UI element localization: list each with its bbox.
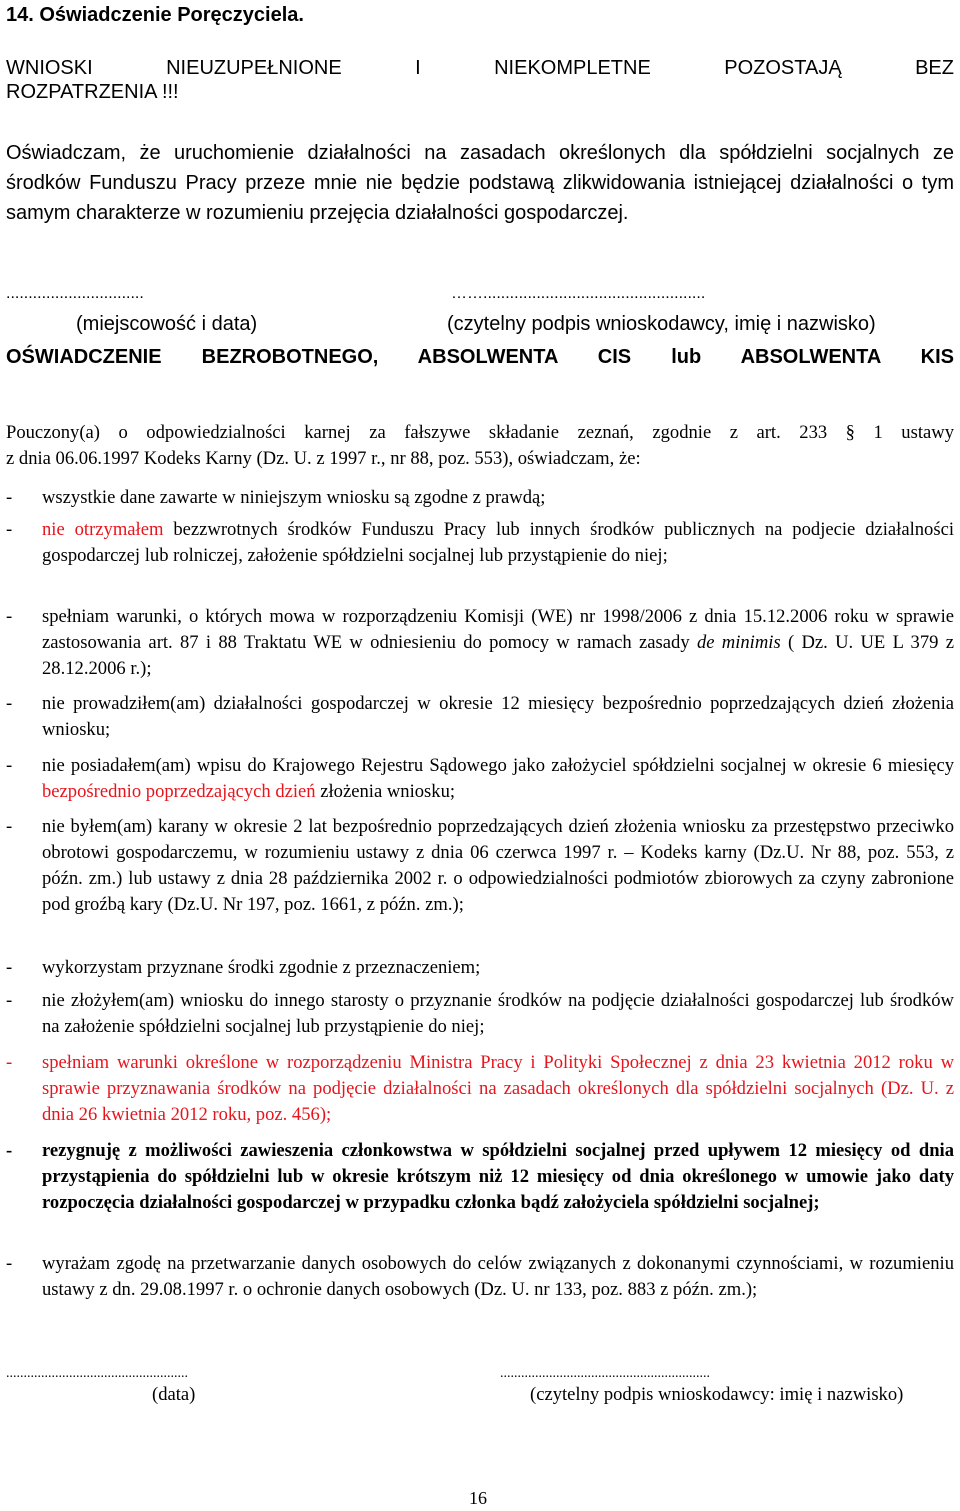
- guarantor-statement: Oświadczam, że uruchomienie działalności na zasadach określonych dla spółdzielni socjalnych ze środków Funduszu Pracy przeze mnie nie będzie podstawą zlikwidowania istniejącej działalności o tym samym charakterze w rozumieniu przejęcia działalności gospodarczej.: [6, 142, 954, 224]
- declaration-item-9: [6, 1050, 954, 1128]
- item-text-part: złożenia wniosku;: [315, 781, 456, 802]
- declaration-item-2: [6, 517, 954, 569]
- bullet-dash: -: [6, 1140, 13, 1161]
- declaration-item-text: spełniam warunki określone w rozporządzeniu Ministra Pracy i Polityki Społecznej z dnia 23 kwietnia 2012 roku w sprawie przyznawania środków na podjęcie działalności na zasadach określonych dla spółdzielni socjalnych (Dz. U. z dnia 26 kwietnia 2012 roku, poz. 456);: [42, 1052, 954, 1125]
- declaration-item-1: [6, 485, 954, 511]
- applicant-signature-line: ……..................................................: [451, 285, 706, 302]
- bullet-dash: -: [6, 755, 13, 776]
- intro-line-2: z dnia 06.06.1997 Kodeks Karny (Dz. U. z 1997 r., nr 88, poz. 553), oświadczam, że:: [6, 448, 641, 469]
- declaration-item-text: nie prowadziłem(am) działalności gospodarczej w okresie 12 miesięcy bezpośrednio poprzedzających dzień złożenia wniosku;: [42, 693, 954, 740]
- declaration-item-4: [6, 691, 954, 743]
- incomplete-warning: [6, 56, 954, 104]
- declaration-item-7: [6, 955, 954, 981]
- declaration-item-text: nie złożyłem(am) wniosku do innego starosty o przyznanie środków na podjęcie działalności gospodarczej lub środków na założenie spółdzielni socjalnej lub przystąpienie do niej;: [42, 990, 954, 1037]
- declaration-heading: OŚWIADCZENIE BEZROBOTNEGO, ABSOLWENTA CIS lub ABSOLWENTA KIS: [6, 346, 954, 368]
- intro-line-1: Pouczony(a) o odpowiedzialności karnej za fałszywe składanie zeznań, zgodnie z art. 233 § 1 ustawy: [6, 422, 954, 443]
- declaration-item-11: [6, 1251, 954, 1303]
- declaration-item-3: [6, 604, 954, 682]
- declaration-item-10: [6, 1138, 954, 1216]
- bullet-dash: -: [6, 816, 13, 837]
- applicant-signature-line-bottom: ............................................................: [500, 1366, 710, 1381]
- highlighted-text: nie otrzymałem: [42, 519, 164, 540]
- bullet-dash: -: [6, 1052, 13, 1073]
- bullet-dash: -: [6, 606, 13, 627]
- section-title: 14. Oświadczenie Poręczyciela.: [6, 4, 304, 26]
- bullet-dash: -: [6, 957, 13, 978]
- item-text-rest: bezzwrotnych środków Funduszu Pracy lub innych środków publicznych na podjecie działalności gospodarczej lub rolniczej, założenie spółdzielni socjalnej lub przystąpienie do niej;: [42, 519, 954, 566]
- bullet-dash: -: [6, 1253, 13, 1274]
- highlighted-text: bezpośrednio poprzedzających dzień: [42, 781, 316, 802]
- declaration-item-text: [42, 753, 954, 805]
- page-number: 16: [469, 1488, 487, 1508]
- declaration-item-8: [6, 988, 954, 1040]
- warning-line-1: WNIOSKI NIEUZUPEŁNIONE I NIEKOMPLETNE POZOSTAJĄ BEZ: [6, 57, 954, 79]
- item-text-italic: de minimis: [696, 632, 781, 653]
- declaration-item-text: rezygnuję z możliwości zawieszenia członkowstwa w spółdzielni socjalnej przed upływem 12 miesięcy od dnia przystąpienia do spółdzielni lub w okresie krótszym niż 12 miesięcy od dnia określonego w umowie jako daty rozpoczęcia działalności gospodarczej w przypadku członka bądź założyciela spółdzielni socjalnej;: [42, 1140, 954, 1213]
- place-date-signature-line: ...............................: [6, 285, 144, 302]
- date-label: (data): [152, 1384, 196, 1405]
- warning-line-2: ROZPATRZENIA !!!: [6, 81, 179, 103]
- declaration-item-5: [6, 753, 954, 805]
- applicant-signature-label-bottom: (czytelny podpis wnioskodawcy: imię i nazwisko): [530, 1384, 904, 1405]
- declaration-item-text: nie byłem(am) karany w okresie 2 lat bezpośrednio poprzedzających dzień złożenia wniosku za przestępstwo przeciwko obrotowi gospodarczemu, w rozumieniu ustawy z dnia 06 czerwca 1997 r. – Kodeks karny (Dz.U. Nr 88, poz. 553, z późn. zm.) lub ustawy z dnia 28 października 2002 r. o odpowiedzialności podmiotów zbiorowych za czyny zabronione pod groźbą kary (Dz.U. Nr 197, poz. 1661, z późn. zm.);: [42, 816, 954, 915]
- item-text-part: spełniam warunki, o których mowa w rozporządzeniu Komisji (WE) nr 1998/2006 z dnia 15.12.2006 roku w sprawie zastosowania art. 87 i 88 Traktatu WE w odniesieniu do pomocy w ramach zasady: [42, 606, 954, 653]
- declaration-item-text: wykorzystam przyznane środki zgodnie z przeznaczeniem;: [42, 957, 481, 978]
- place-date-label: (miejscowość i data): [76, 313, 258, 335]
- declaration-intro: [6, 420, 954, 472]
- declaration-item-text: [42, 517, 954, 569]
- declaration-item-text: [42, 604, 954, 682]
- declaration-item-text: wszystkie dane zawarte w niniejszym wniosku są zgodne z prawdą;: [42, 487, 546, 508]
- item-text-part: ( Dz. U. UE L 379 z 28.12.2006 r.);: [42, 632, 955, 679]
- bullet-dash: -: [6, 519, 13, 540]
- item-text-part: nie posiadałem(am) wpisu do Krajowego Rejestru Sądowego jako założyciel spółdzielni socjalnej w okresie 6 miesięcy: [42, 755, 954, 776]
- declaration-item-6: [6, 814, 954, 918]
- bullet-dash: -: [6, 693, 13, 714]
- bullet-dash: -: [6, 990, 13, 1011]
- date-signature-line: ....................................................: [6, 1366, 188, 1381]
- applicant-signature-label: (czytelny podpis wnioskodawcy, imię i nazwisko): [447, 313, 876, 335]
- declaration-item-text: wyrażam zgodę na przetwarzanie danych osobowych do celów związanych z dokonanymi czynnościami, w rozumieniu ustawy z dn. 29.08.1997 r. o ochronie danych osobowych (Dz. U. nr 133, poz. 883 z późn. zm.);: [42, 1253, 954, 1300]
- bullet-dash: -: [6, 487, 13, 508]
